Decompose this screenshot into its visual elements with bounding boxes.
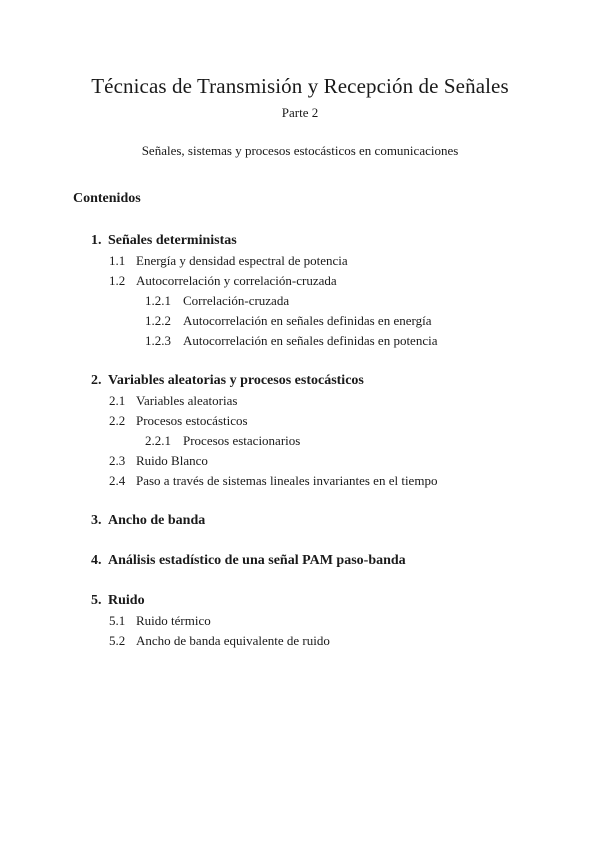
toc-number: 4. xyxy=(91,553,102,568)
toc-label: Señales deterministas xyxy=(108,233,237,248)
toc-number: 3. xyxy=(91,513,102,528)
toc-label: Ancho de banda equivalente de ruido xyxy=(136,633,330,648)
toc-number: 5. xyxy=(91,593,102,608)
toc-section-2 xyxy=(91,373,364,389)
toc-subsection-2-3 xyxy=(109,453,208,469)
toc-label: Procesos estacionarios xyxy=(183,433,301,448)
toc-label: Procesos estocásticos xyxy=(136,413,248,428)
toc-subsection-2-1 xyxy=(109,393,237,409)
toc-subsubsection-2-2-1 xyxy=(145,433,300,449)
document-subtitle: Parte 2 xyxy=(281,105,319,120)
toc-number: 1.1 xyxy=(109,253,126,268)
toc-number: 1.2.3 xyxy=(145,333,171,348)
toc-subsection-5-1 xyxy=(109,613,211,629)
toc-number: 1.2.1 xyxy=(145,293,171,308)
toc-number: 5.2 xyxy=(109,633,126,648)
toc-number: 2. xyxy=(91,373,102,388)
toc-subsection-2-2 xyxy=(109,413,248,429)
toc-section-1 xyxy=(91,233,237,249)
toc-subsection-5-2 xyxy=(109,633,330,649)
toc-subsubsection-1-2-3 xyxy=(145,333,437,349)
toc-label: Ruido Blanco xyxy=(136,453,208,468)
toc-label: Ancho de banda xyxy=(108,513,206,528)
toc-section-3 xyxy=(91,513,205,529)
toc-label: Paso a través de sistemas lineales invariantes en el tiempo xyxy=(136,473,438,488)
contents-heading: Contenidos xyxy=(73,191,141,206)
toc-label: Autocorrelación y correlación-cruzada xyxy=(136,273,337,288)
toc-number: 1.2.2 xyxy=(145,313,171,328)
toc-label: Autocorrelación en señales definidas en energía xyxy=(183,313,432,328)
toc-subsubsection-1-2-2 xyxy=(145,313,431,329)
toc-label: Variables aleatorias xyxy=(136,393,238,408)
toc-subsection-2-4 xyxy=(109,473,437,489)
toc-label: Variables aleatorias y procesos estocásticos xyxy=(108,373,364,388)
toc-number: 2.2 xyxy=(109,413,126,428)
toc-label: Ruido térmico xyxy=(136,613,211,628)
toc-subsection-1-2 xyxy=(109,273,337,289)
toc-number: 2.4 xyxy=(109,473,126,488)
toc-section-4 xyxy=(91,553,406,569)
toc-subsubsection-1-2-1 xyxy=(145,293,289,309)
toc-section-5 xyxy=(91,593,145,609)
document-title: Técnicas de Transmisión y Recepción de Señales xyxy=(91,74,509,98)
toc-subsection-1-1 xyxy=(109,253,348,269)
toc-number: 2.3 xyxy=(109,453,126,468)
toc-number: 2.2.1 xyxy=(145,433,171,448)
toc-label: Análisis estadístico de una señal PAM paso-banda xyxy=(108,553,406,568)
toc-label: Ruido xyxy=(108,593,145,608)
toc-number: 2.1 xyxy=(109,393,126,408)
toc-number: 1. xyxy=(91,233,102,248)
toc-number: 5.1 xyxy=(109,613,126,628)
document-description: Señales, sistemas y procesos estocásticos en comunicaciones xyxy=(141,143,459,158)
toc-label: Energía y densidad espectral de potencia xyxy=(136,253,348,268)
toc-label: Autocorrelación en señales definidas en potencia xyxy=(183,333,438,348)
toc-label: Correlación-cruzada xyxy=(183,293,290,308)
toc-number: 1.2 xyxy=(109,273,126,288)
